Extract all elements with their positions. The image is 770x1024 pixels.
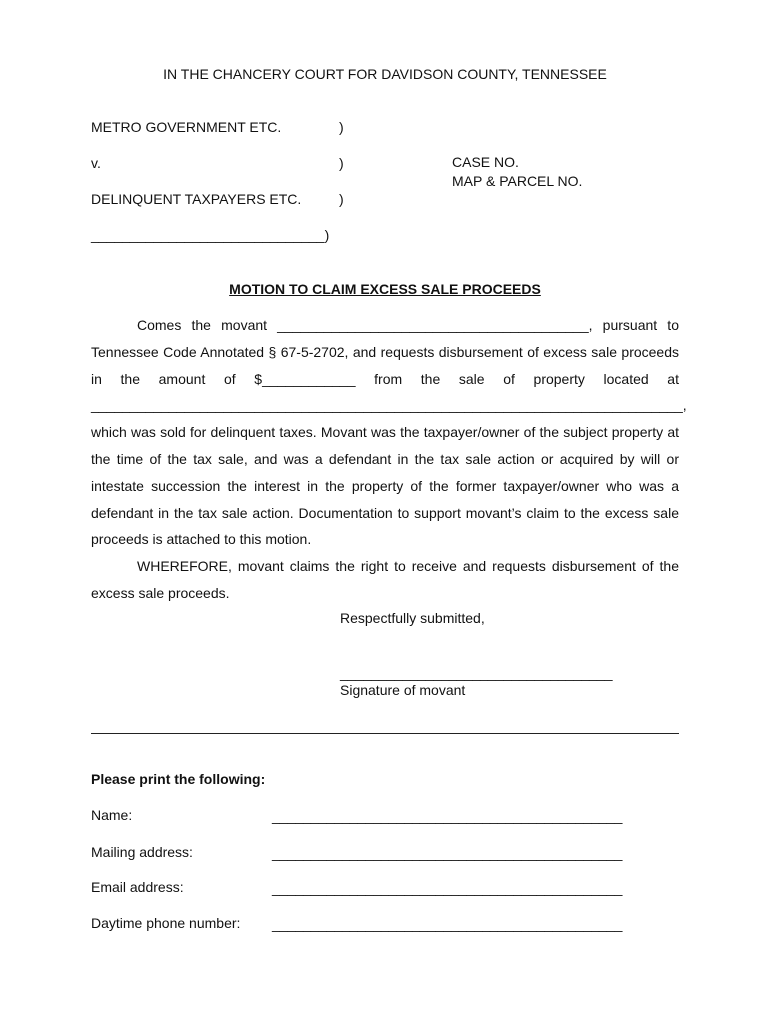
email-address-field[interactable]: _____________________________________________ bbox=[272, 880, 623, 896]
caption-paren: ) bbox=[339, 191, 344, 207]
map-parcel-label: MAP & PARCEL NO. bbox=[452, 173, 583, 189]
phone-number-label: Daytime phone number: bbox=[91, 915, 241, 931]
signature-line[interactable]: ___________________________________ bbox=[340, 665, 613, 681]
motion-title: MOTION TO CLAIM EXCESS SALE PROCEEDS bbox=[229, 281, 541, 297]
caption-blank-line: ______________________________) bbox=[91, 227, 330, 243]
caption-paren: ) bbox=[339, 119, 344, 135]
print-heading: Please print the following: bbox=[91, 771, 266, 787]
court-heading: IN THE CHANCERY COURT FOR DAVIDSON COUNTY, TENNESSEE bbox=[163, 66, 607, 82]
motion-body bbox=[91, 312, 687, 607]
plaintiff-name: METRO GOVERNMENT ETC. bbox=[91, 119, 282, 135]
mailing-address-label: Mailing address: bbox=[91, 844, 193, 860]
signature-label: Signature of movant bbox=[340, 682, 466, 698]
email-address-label: Email address: bbox=[91, 879, 184, 895]
caption-paren: ) bbox=[339, 155, 344, 171]
name-label: Name: bbox=[91, 807, 133, 823]
phone-number-field[interactable]: _____________________________________________ bbox=[272, 916, 623, 932]
versus-label: v. bbox=[91, 155, 101, 171]
mailing-address-field[interactable]: _____________________________________________ bbox=[272, 845, 623, 861]
defendant-name: DELINQUENT TAXPAYERS ETC. bbox=[91, 191, 302, 207]
section-divider bbox=[91, 733, 679, 734]
motion-paragraph: WHEREFORE, movant claims the right to receive and requests disbursement of the excess sale proceeds. bbox=[91, 558, 679, 601]
case-number-label: CASE NO. bbox=[452, 154, 519, 170]
name-field[interactable]: _____________________________________________ bbox=[272, 808, 623, 824]
closing-text: Respectfully submitted, bbox=[340, 610, 485, 626]
motion-paragraph: Comes the movant ________________________________________, pursuant to Tennessee Code Annotated § 67-5-2702, and requests disbursement of excess sale proceeds in the amount of $____________ from the sale of property located at ____________________________________________________________________________, which was sold for delinquent taxes. Movant was the taxpayer/owner of the subject property at the time of the tax sale, and was a defendant in the tax sale action or acquired by will or intestate succession the interest in the property of the former taxpayer/owner who was a defendant in the tax sale action. Documentation to support movant’s claim to the excess sale proceeds is attached to this motion. bbox=[91, 317, 687, 548]
